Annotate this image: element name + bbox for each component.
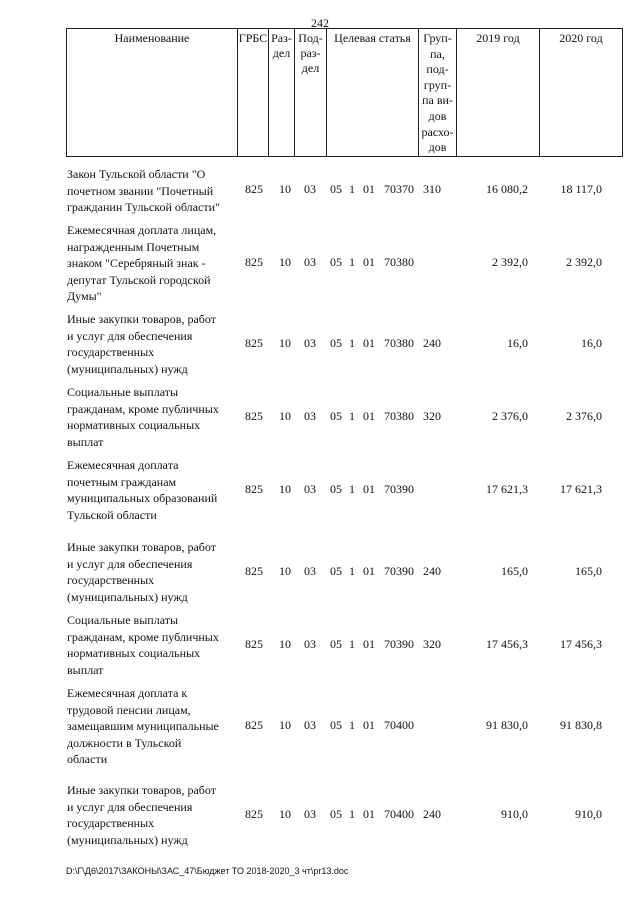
row-podrazdel: 03 [304,564,316,578]
header-2020 [539,29,622,156]
row-target-subprogram: 1 [349,409,355,423]
row-name [67,311,237,377]
header-razdel-line: Раз- [271,31,292,45]
row-name-line: знаком "Серебряный знак - [67,256,206,270]
row-name-line: Тульской области [67,507,157,522]
row-group: 320 [423,637,441,651]
header-grbs [237,29,268,156]
row-value-2020: 2 376,0 [566,409,602,423]
row-podrazdel: 03 [304,182,316,196]
row-name-line: гражданам, кроме публичных [67,629,219,644]
row-name-line: Ежемесячная доплата [67,458,179,472]
row-group: 240 [423,807,441,821]
row-target-subprogram: 1 [349,637,355,651]
row-target-subprogram: 1 [349,564,355,578]
header-name-label: Наименование [114,31,190,45]
row-razdel: 10 [279,182,291,196]
row-target-subprogram: 1 [349,336,355,350]
row-value-2019: 2 392,0 [492,255,528,269]
row-target-program: 05 [330,409,342,423]
row-name-line: почетном звании "Почетный [67,183,214,198]
row-podrazdel: 03 [304,409,316,423]
row-name-line: выплат [67,662,104,677]
header-razdel [268,29,294,156]
row-target-direction: 70380 [384,255,414,269]
row-target-program: 05 [330,182,342,196]
row-name-line: выплат [67,434,104,449]
header-group-line: Груп- [423,31,452,45]
row-name-line: и услуг для обеспечения [67,556,193,571]
row-target-program: 05 [330,807,342,821]
row-name [67,539,237,605]
row-target-direction: 70400 [384,718,414,732]
row-name-line: (муниципальных) нужд [67,589,188,604]
header-2020-label: 2020 год [559,31,603,45]
row-name-line: (муниципальных) нужд [67,832,188,847]
row-value-2019: 16 080,2 [486,182,528,196]
row-target-event: 01 [363,336,375,350]
row-target-event: 01 [363,182,375,196]
row-name [67,166,237,216]
row-name-line: Думы" [67,289,102,303]
row-grbs: 825 [245,182,263,196]
row-grbs: 825 [245,718,263,732]
header-group-line: груп- [423,77,452,92]
row-razdel: 10 [279,718,291,732]
row-razdel: 10 [279,637,291,651]
row-target-subprogram: 1 [349,255,355,269]
row-target-program: 05 [330,564,342,578]
row-target-program: 05 [330,718,342,732]
row-value-2019: 17 621,3 [486,482,528,496]
row-target-program: 05 [330,336,342,350]
row-name-line: государственных [67,816,155,830]
header-podrazdel-line: дел [301,61,320,75]
row-podrazdel: 03 [304,336,316,350]
page-number: 242 [311,16,329,30]
row-value-2020: 910,0 [575,807,602,821]
header-name [67,29,237,156]
row-target-event: 01 [363,718,375,732]
row-value-2020: 16,0 [581,336,602,350]
header-group [418,29,456,156]
header-podrazdel-line: раз- [300,46,321,60]
row-target-subprogram: 1 [349,182,355,196]
header-group-line: дов [428,140,447,155]
header-podrazdel-line: Под- [298,31,323,45]
row-value-2020: 165,0 [575,564,602,578]
row-name [67,612,237,678]
table-header [66,28,623,157]
header-2019-label: 2019 год [476,31,520,45]
row-target-direction: 70380 [384,336,414,350]
row-group: 240 [423,564,441,578]
row-name-line: и услуг для обеспечения [67,328,193,343]
row-name-line: Социальные выплаты [67,613,179,627]
row-target-subprogram: 1 [349,482,355,496]
row-group: 240 [423,336,441,350]
row-name-line: Социальные выплаты [67,385,179,399]
row-name-line: депутат Тульской городской [67,272,211,287]
row-target-program: 05 [330,637,342,651]
row-grbs: 825 [245,637,263,651]
row-name-line: Иные закупки товаров, работ [67,312,216,326]
row-target-event: 01 [363,482,375,496]
row-value-2019: 910,0 [501,807,528,821]
row-grbs: 825 [245,564,263,578]
row-name-line: нормативных социальных [67,418,201,432]
header-grbs-label: ГРБС [238,31,268,45]
row-grbs: 825 [245,482,263,496]
row-value-2019: 16,0 [507,336,528,350]
row-target-event: 01 [363,409,375,423]
row-grbs: 825 [245,336,263,350]
row-target-subprogram: 1 [349,807,355,821]
row-target-subprogram: 1 [349,718,355,732]
row-name-line: нормативных социальных [67,646,201,660]
row-podrazdel: 03 [304,255,316,269]
row-value-2020: 18 117,0 [560,182,602,196]
row-value-2020: 91 830,8 [560,718,602,732]
row-name [67,782,237,848]
row-name-line: почетным гражданам [67,474,177,489]
row-grbs: 825 [245,255,263,269]
header-group-line: расхо- [421,124,454,139]
row-grbs: 825 [245,409,263,423]
row-target-event: 01 [363,255,375,269]
row-razdel: 10 [279,409,291,423]
row-name [67,222,237,305]
row-podrazdel: 03 [304,718,316,732]
header-group-line: под- [426,62,449,77]
footer-file-path: D:\Г\Д6\2017\ЗАКОНЫ\ЗАС_47\Бюджет ТО 2018-2020_3 чт\pr13.doc [66,866,349,876]
row-name [67,685,237,768]
row-name-line: награжденным Почетным [67,239,200,254]
row-value-2019: 2 376,0 [492,409,528,423]
row-name-line: (муниципальных) нужд [67,361,188,376]
row-razdel: 10 [279,255,291,269]
row-name-line: Иные закупки товаров, работ [67,783,216,797]
row-razdel: 10 [279,336,291,350]
header-group-line: па ви- [422,93,453,108]
header-group-line: дов [428,108,447,123]
header-2019 [456,29,539,156]
row-value-2020: 17 456,3 [560,637,602,651]
row-target-event: 01 [363,564,375,578]
row-name-line: области [67,752,108,766]
row-podrazdel: 03 [304,807,316,821]
row-grbs: 825 [245,807,263,821]
row-name-line: муниципальных образований [67,491,218,505]
row-target-direction: 70390 [384,482,414,496]
row-target-program: 05 [330,255,342,269]
row-value-2019: 17 456,3 [486,637,528,651]
row-group: 320 [423,409,441,423]
row-podrazdel: 03 [304,637,316,651]
row-razdel: 10 [279,807,291,821]
row-value-2020: 2 392,0 [566,255,602,269]
row-name-line: замещавшим муниципальные [67,719,219,733]
row-target-event: 01 [363,637,375,651]
header-target [326,29,418,156]
row-razdel: 10 [279,482,291,496]
row-name-line: государственных [67,573,155,587]
row-name-line: гражданин Тульской области" [67,200,220,214]
row-name [67,457,237,523]
row-value-2020: 17 621,3 [560,482,602,496]
row-name-line: Ежемесячная доплата к [67,686,188,700]
row-target-direction: 70390 [384,564,414,578]
row-value-2019: 165,0 [501,564,528,578]
row-name-line: Закон Тульской области "О [67,167,206,181]
row-name-line: гражданам, кроме публичных [67,401,219,416]
row-target-program: 05 [330,482,342,496]
header-target-label: Целевая статья [334,31,411,45]
row-name-line: Иные закупки товаров, работ [67,540,216,554]
header-podrazdel [294,29,326,156]
row-target-direction: 70390 [384,637,414,651]
row-podrazdel: 03 [304,482,316,496]
row-name-line: и услуг для обеспечения [67,799,193,814]
row-target-direction: 70380 [384,409,414,423]
row-name-line: трудовой пенсии лицам, [67,702,191,717]
row-name-line: Ежемесячная доплата лицам, [67,223,217,237]
header-group-line: па, [430,46,445,61]
row-name-line: должности в Тульской [67,735,182,750]
row-razdel: 10 [279,564,291,578]
row-name [67,384,237,450]
row-target-event: 01 [363,807,375,821]
row-group: 310 [423,182,441,196]
header-razdel-line: дел [272,46,291,60]
row-target-direction: 70400 [384,807,414,821]
row-name-line: государственных [67,345,155,359]
row-target-direction: 70370 [384,182,414,196]
row-value-2019: 91 830,0 [486,718,528,732]
